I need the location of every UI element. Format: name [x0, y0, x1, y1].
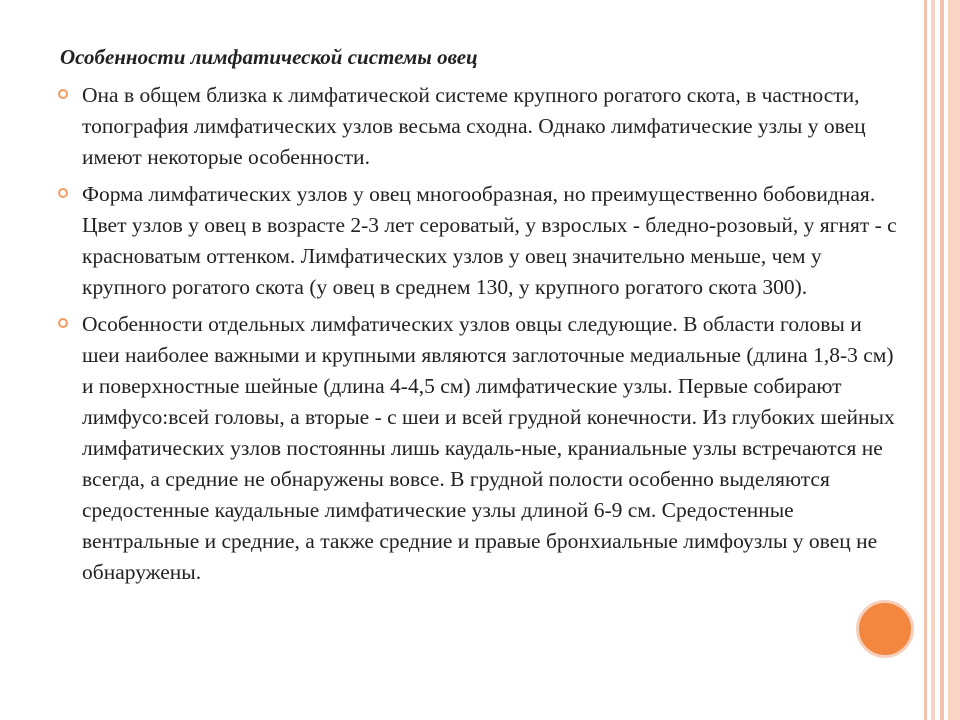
bullet-text: Она в общем близка к лимфатической системе крупного рогатого скота, в частности, топография лимфатических узлов весьма сходна. Однако лимфатические узлы у овец имеют некоторые особенности.	[82, 83, 866, 169]
circle-bullet-icon	[58, 89, 68, 99]
circle-bullet-icon	[58, 188, 68, 198]
bullet-text: Форма лимфатических узлов у овец многообразная, но преимущественно бобовидная. Цвет узлов у овец в возрасте 2-3 лет сероватый, у взрослых - бледно-розовый, у ягнят - с красноватым оттенком. Лимфатических узлов у овец значительно меньше, чем у крупного рогатого скота (у овец в среднем 130, у крупного рогатого скота 300).	[82, 182, 897, 299]
bullet-item	[58, 80, 904, 173]
circle-bullet-icon	[58, 318, 68, 328]
bullet-item	[58, 309, 904, 588]
slide-title: Особенности лимфатической системы овец	[60, 45, 478, 69]
decorative-orange-circle	[856, 600, 914, 658]
bullet-list	[58, 80, 904, 594]
bullet-text: Особенности отдельных лимфатических узлов овцы следующие. В области головы и шеи наиболее важными и крупными являются заглоточные медиальные (длина 1,8-3 см) и поверхностные шейные (длина 4-4,5 см) лимфатические узлы. Первые собирают лимфусо:всей головы, а вторые - с шеи и всей грудной конечности. Из глубоких шейных лимфатических узлов постоянны лишь каудаль-ные, краниальные узлы встречаются не всегда, а средние не обнаружены вовсе. В грудной полости особенно выделяются средостенные каудальные лимфатические узлы длиной 6-9 см. Средостенные вентральные и средние, а также средние и правые бронхиальные лимфоузлы у овец не обнаружены.	[82, 312, 895, 584]
bullet-item	[58, 179, 904, 303]
decorative-border-stripes	[918, 0, 960, 720]
